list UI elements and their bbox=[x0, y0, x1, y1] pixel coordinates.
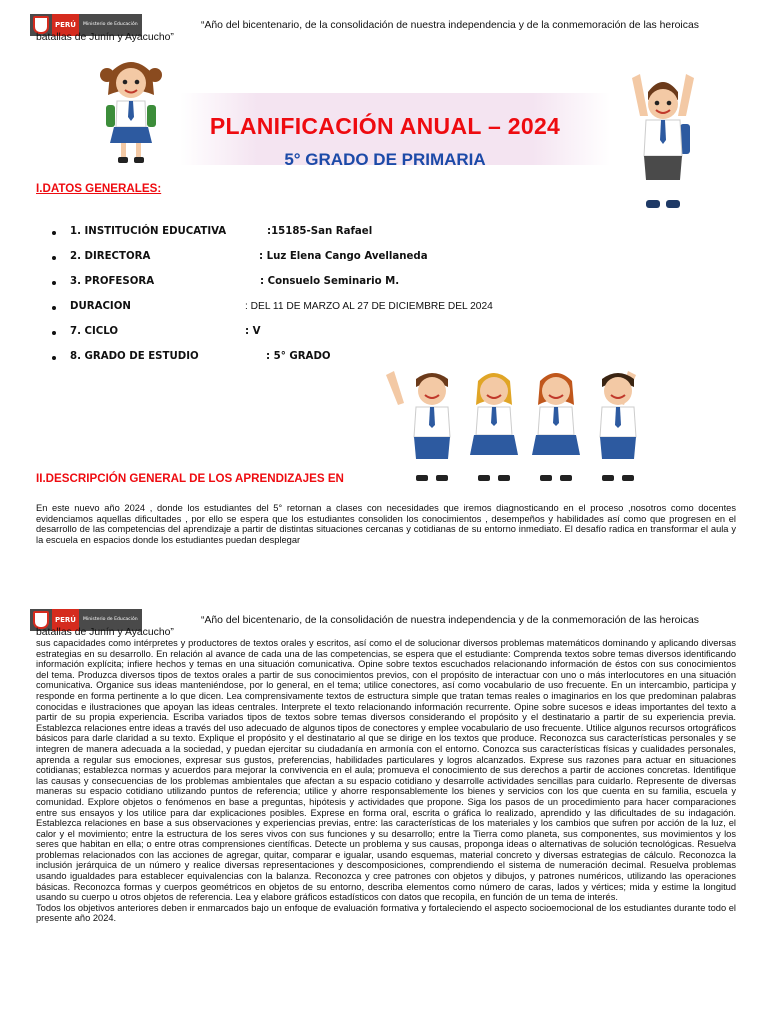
children-group-illustration bbox=[380, 365, 642, 485]
page-1: PERÚ Ministerio de Educación “Año del bicentenario, de la consolidación de nuestra independencia y de la conmemoración de las heroicas batallas de Junín y Ayacucho” PLANIFICACIÓN ANUAL – 2024 5° GRADO DE PRIMARIA I.DATOS GENERALES: 1. INSTITUCIÓN EDUCATIVA :15185-San Rafael 2. DIRECTORA : Luz Elena Cango Avellaneda 3. PROFESORA : Consuelo Seminario M. DURACION : DEL 11 DE MARZO AL 27 DE DICIEMBRE DEL 2024 7. CICLO : V 8. GRADO DE ESTUDIO : 5° GRADO II.DESCRIPCIÓN GENERAL DE LOS APRENDIZAJES EN En este nuevo año 2024 , donde los estudiantes del 5° retornan a clases con necesidades que iremos diagnosticando en el proceso ,nosotros como docentes evidenciamos aquellas dificultades , por ello se espera que los estudiantes consoliden los conocimientos , desempeños y habilidades así como que progresen en el desarrollo de las competencias del aprendizaje a partir de distintas situaciones cercanas y cotidianas de su entorno inmediato. El desafío radica en transformar el aula y la escuela en espacios donde los estudiantes puedan desplegar bbox=[0, 0, 768, 585]
logo-country: PERÚ bbox=[52, 609, 79, 631]
boy-illustration bbox=[628, 70, 698, 215]
body-text bbox=[36, 638, 736, 1023]
section-heading-datos: I.DATOS GENERALES: bbox=[36, 182, 162, 195]
page-subtitle: 5° GRADO DE PRIMARIA bbox=[284, 150, 486, 169]
year-motto: “Año del bicentenario, de la consolidación de nuestra independencia y de la conmemoración de las heroicas batallas de Junín y Ayacucho” bbox=[36, 20, 699, 43]
intro-paragraph: En este nuevo año 2024 , donde los estudiantes del 5° retornan a clases con necesidades que iremos diagnosticando en el proceso ,nosotros como docentes evidenciamos aquellas dificultades , por ello se espera que los estudiantes consoliden los conocimientos , desempeños y habilidades así como que progresen en el desarrollo de las competencias del aprendizaje a partir de distintas situaciones cercanas y cotidianas de su entorno inmediato. El desafío radica en transformar el aula y la escuela en espacios donde los estudiantes puedan desplegar bbox=[36, 503, 736, 545]
logo-ministry: Ministerio de Educación bbox=[83, 617, 138, 623]
logo-country: PERÚ bbox=[52, 14, 79, 36]
page-title: PLANIFICACIÓN ANUAL – 2024 bbox=[209, 113, 561, 139]
competencies-paragraph: sus capacidades como intérpretes y productores de textos orales y escritos, así como el de solucionar diversos problemas matemáticos dominando y aplicando diversas estrategias en su desarrollo. En relación al avance de cada una de las competencias, se espera que el estudiante: Comprenda textos sobre temas diversos identificando información explícita; infiere hechos y temas en una situación comunicativa. Opine sobre textos escuchados relacionando información de éstos con sus conocimientos del tema. Produzca diversos tipos de textos orales a partir de sus conocimientos previos, con el propósito de interactuar con uno o más interlocutores en una situación comunicativa. Organice sus ideas manteniéndose, por lo general, en el tema; utilice conectores, así como vocabulario de uso frecuente. En un intercambio, participa y responde en forma pertinente a lo que dicen. Lea comprensivamente textos de estructura simple que tratan temas reales o imaginarios en los que predominan palabras conocidas e ilustraciones que apoyan las ideas centrales. Interprete el texto relacionando información recurrente. Opine sobre sucesos e ideas importantes del texto a partir de su propia experiencia. Escriba variados tipos de textos sobre temas diversos considerando el propósito y el destinatario a partir de su experiencia previa. Establezca relaciones entre ideas a través del uso adecuado de algunos tipos de conectores y emplee vocabulario de uso frecuente. Utilice algunos recursos ortográficos básicos para darle claridad a su texto. Explique el propósito y el destinatario al que se dirige en los textos que produce. Reconozca sus características personales y se integren de manera adecuada a la sociedad, y puedan ejercitar su ciudadanía en armonía con el entorno. Conozca sus características físicas y cualidades personales, aprenda a regular sus emociones, expresar sus gustos, preferencias, habilidades particulares y logros alcanzados. Exprese sus razones para actuar en situaciones cotidianas; establezca normas y acuerdos para mejorar la convivencia en el aula; promueva el conocimiento de sus derechos a partir de acciones concretas. Identifique las causas y consecuencias de los problemas ambientales que afectan a su espacio cotidiano y desarrolle actividades sencillas para cuidarlo. Represente de diversas maneras su espacio cotidiano utilizando puntos de referencia; utilice y ahorre responsablemente los bienes y servicios con los que cuenta en su familia, escuela y comunidad. Explore objetos o fenómenos en base a preguntas, hipótesis y actividades que propone. Siga los pasos de un procedimiento para hacer comparaciones entre sus ensayos y los utilice para dar explicaciones posibles. Exprese en forma oral, escrita o gráfica lo realizado, aprendido y las dificultades de su indagación. Establezca relaciones en base a sus observaciones y experiencias previas, entre: las características de los materiales y los cambios que sufren por acción de la luz, el calor y el movimiento; entre la estructura de los seres vivos con sus funciones y su desarrollo; entre la Tierra como planeta, sus componentes, sus movimientos y los seres que habitan en ella; o entre otras comprensiones científicas. Detecte un problema y sus causas, proponga ideas o alternativas de solución tecnológicas. Resuelva problemas relacionados con las acciones de agregar, quitar, comparar e igualar, usando esquemas, material concreto y diversas estrategias de cálculo. Reconozca la inclusión jerárquica de un número y realice diversas representaciones y descomposiciones, comprendiendo el sistema de numeración decimal. Resuelva problemas usando igualdades para establecer equivalencias con la balanza. Reconozca y cree patrones con objetos y dibujos, y patrones numéricos, utilizando las operaciones básicas. Reconozca formas y cuerpos geométricos en objetos de su entorno, describa elementos como número de caras, lados y vértices; mida y estime la longitud usando su cuerpo u otros objetos de referencia. Lea y elabore gráficos estadísticos con datos que recopila, en función de un tema de interés. bbox=[36, 638, 736, 903]
girl-illustration bbox=[100, 55, 162, 167]
page-gap bbox=[0, 585, 768, 600]
section-heading-descripcion: II.DESCRIPCIÓN GENERAL DE LOS APRENDIZAJES EN bbox=[36, 472, 344, 485]
year-motto: “Año del bicentenario, de la consolidación de nuestra independencia y de la conmemoración de las heroicas batallas de Junín y Ayacucho” bbox=[36, 615, 699, 638]
logo-ministry: Ministerio de Educación bbox=[83, 22, 138, 28]
closing-paragraph: Todos los objetivos anteriores deben ir enmarcados bajo un enfoque de evaluación formativa y fortaleciendo el aspecto socioemocional de los estudiantes durante todo el presente año 2024. bbox=[36, 902, 736, 924]
